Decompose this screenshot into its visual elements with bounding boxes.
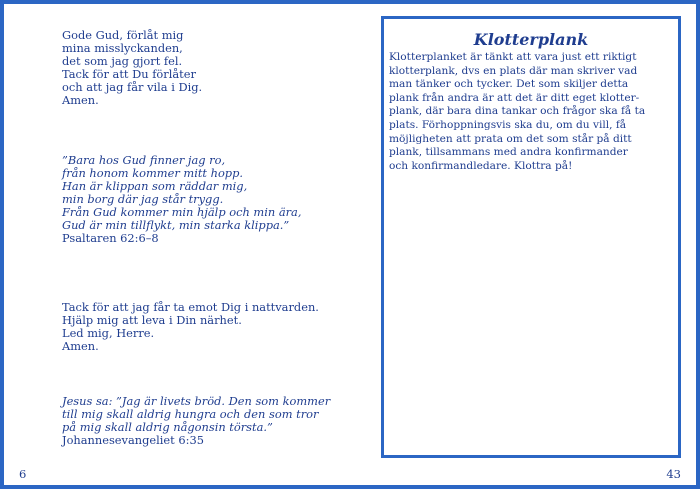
prayer-line: Amen.	[62, 93, 99, 107]
prayer-line: det som jag gjort fel.	[62, 54, 183, 68]
klotterplank-box	[381, 16, 681, 458]
prayer-forgiveness	[62, 29, 342, 107]
prayer-communion	[62, 301, 342, 353]
quote-line: min borg där jag står trygg.	[62, 192, 224, 206]
quote-line: på mig skall aldrig någonsin törsta.”	[62, 420, 273, 434]
quote-reference: Psaltaren 62:6–8	[62, 231, 159, 245]
quote-line: till mig skall aldrig hungra och den som tror	[62, 407, 319, 421]
right-page	[349, 4, 696, 485]
box-text-line: och konfirmandledare. Klottra på!	[389, 159, 573, 172]
psalm-quote	[62, 154, 342, 245]
box-text-line: plank, tillsammans med andra konfirmander	[389, 146, 628, 159]
box-text	[389, 51, 673, 173]
box-title: Klotterplank	[473, 30, 589, 49]
box-text-line: Klotterplanket är tänkt att vara just ett riktigt	[389, 51, 637, 63]
quote-line: ”Bara hos Gud finner jag ro,	[62, 153, 226, 167]
prayer-line: Tack för att Du förlåter	[62, 67, 196, 81]
gospel-quote	[62, 395, 342, 447]
box-text-line: plank, där bara dina tankar och frågor ska få ta	[389, 105, 646, 118]
quote-reference: Johannesevangeliet 6:35	[62, 433, 204, 447]
box-text-line: man tänker och tycker. Det som skiljer detta	[389, 78, 629, 91]
prayer-line: mina misslyckanden,	[62, 41, 183, 55]
page-number-right: 43	[666, 467, 681, 481]
prayer-line: Tack för att jag får ta emot Dig i nattvarden.	[62, 300, 319, 314]
prayer-line: och att jag får vila i Dig.	[62, 80, 203, 94]
box-text-line: plank från andra är att det är ditt eget klotter-	[389, 91, 640, 104]
prayer-line: Gode Gud, förlåt mig	[62, 28, 184, 42]
page-number-left: 6	[19, 467, 27, 481]
left-page	[4, 4, 349, 485]
prayer-line: Hjälp mig att leva i Din närhet.	[62, 313, 242, 327]
box-text-line: klotterplank, dvs en plats där man skriver vad	[389, 64, 638, 77]
quote-line: från honom kommer mitt hopp.	[62, 166, 244, 180]
prayer-line: Amen.	[62, 339, 99, 353]
quote-line: Från Gud kommer min hjälp och min ära,	[62, 205, 302, 219]
quote-line: Han är klippan som räddar mig,	[62, 179, 248, 193]
quote-line: Jesus sa: ”Jag är livets bröd. Den som kommer	[62, 394, 331, 408]
box-text-line: möjligheten att prata om det som står på ditt	[389, 132, 632, 145]
quote-line: Gud är min tillflykt, min starka klippa.”	[62, 218, 290, 232]
box-text-line: plats. Förhoppningsvis ska du, om du vill, få	[389, 118, 627, 131]
prayer-line: Led mig, Herre.	[62, 326, 155, 340]
